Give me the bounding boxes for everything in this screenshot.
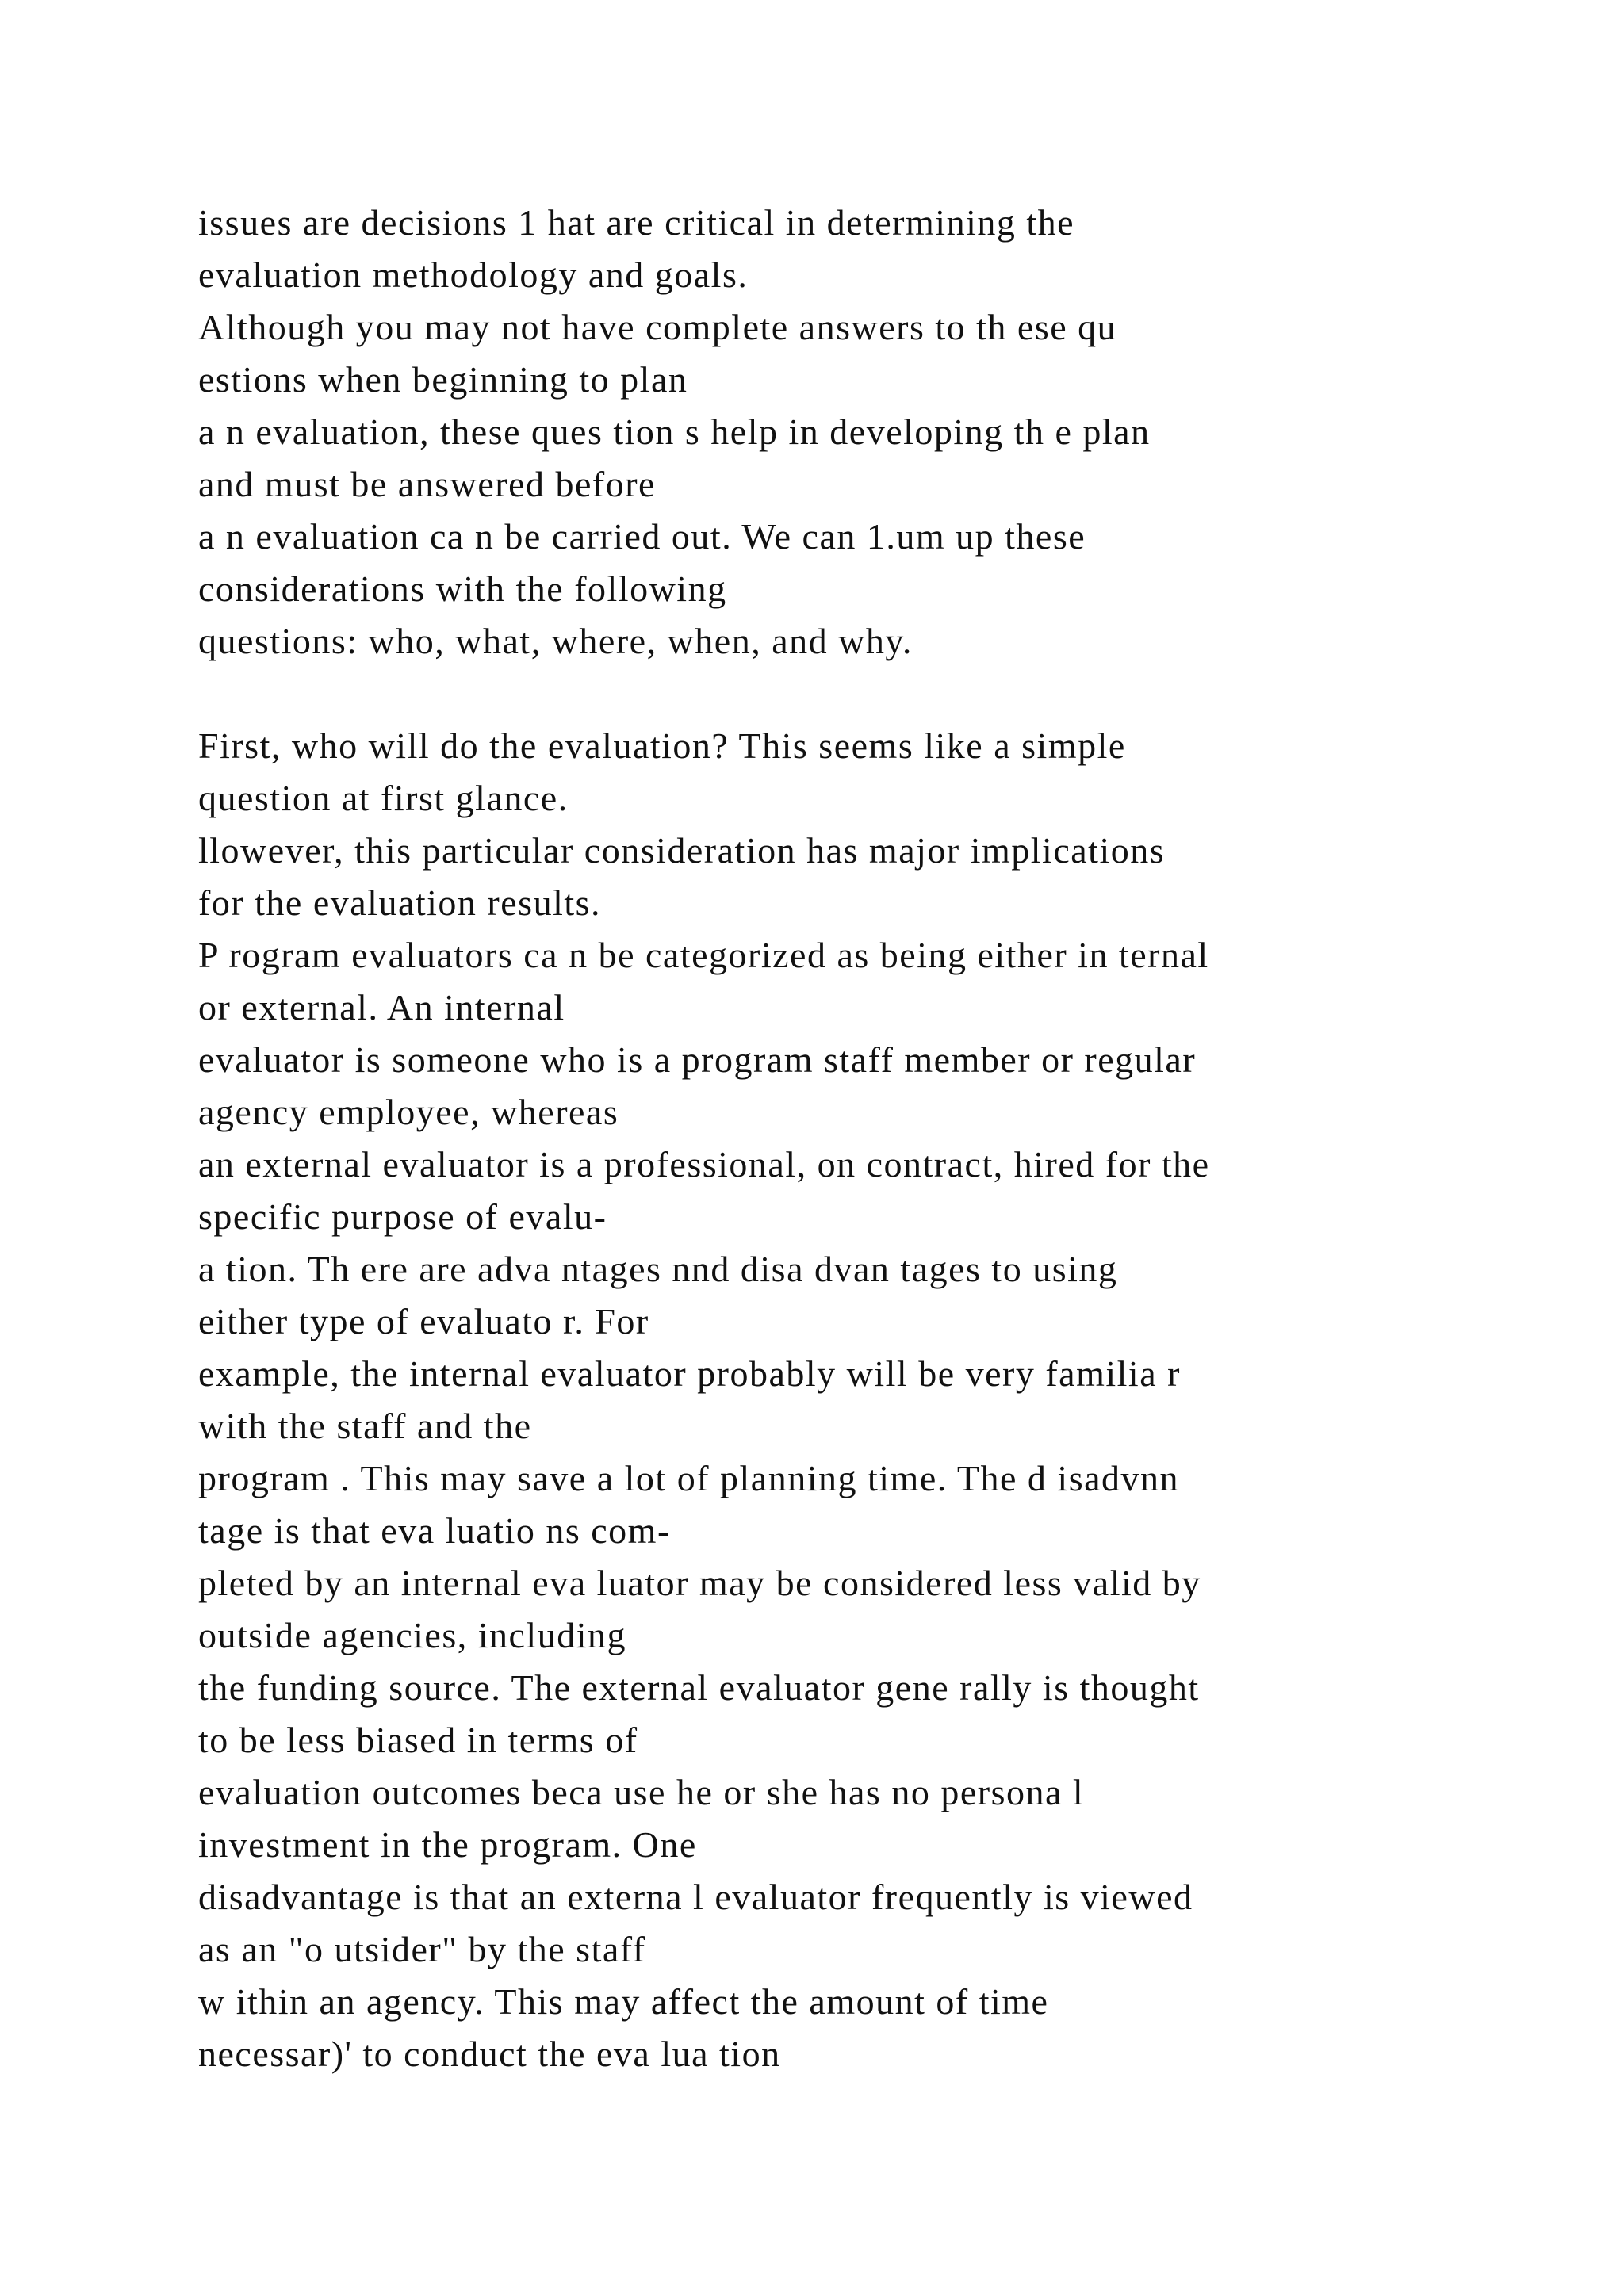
text-line: w ithin an agency. This may affect the amount of time bbox=[198, 1981, 1049, 2022]
text-line: and must be answered before bbox=[198, 464, 656, 504]
text-line: issues are decisions 1 hat are critical in determining the bbox=[198, 202, 1075, 243]
text-line: necessar)' to conduct the eva lua tion bbox=[198, 2034, 781, 2074]
text-line: or external. An internal bbox=[198, 987, 565, 1027]
text-line: for the evaluation results. bbox=[198, 882, 602, 923]
text-line: evaluation outcomes beca use he or she has no persona l bbox=[198, 1772, 1085, 1812]
text-line: either type of evaluato r. For bbox=[198, 1301, 649, 1341]
paragraph-2 bbox=[198, 720, 1499, 2080]
text-line: with the staff and the bbox=[198, 1406, 532, 1446]
text-line: evaluation methodology and goals. bbox=[198, 254, 749, 295]
paragraph-1 bbox=[198, 197, 1499, 668]
text-line: as an "o utsider" by the staff bbox=[198, 1929, 646, 1969]
text-line: a tion. Th ere are adva ntages nnd disa dvan tages to using bbox=[198, 1249, 1118, 1289]
text-line: pleted by an internal eva luator may be considered less valid by bbox=[198, 1563, 1201, 1603]
text-line: an external evaluator is a professional, on contract, hired for the bbox=[198, 1144, 1210, 1184]
text-line: specific purpose of evalu- bbox=[198, 1196, 607, 1237]
text-line: to be less biased in terms of bbox=[198, 1720, 638, 1760]
text-line: example, the internal evaluator probably will be very familia r bbox=[198, 1353, 1181, 1394]
text-line: considerations with the following bbox=[198, 568, 727, 609]
text-line: investment in the program. One bbox=[198, 1824, 697, 1865]
document-text bbox=[198, 197, 1499, 2080]
text-line: questions: who, what, where, when, and why. bbox=[198, 621, 913, 661]
text-line: disadvantage is that an externa l evaluator frequently is viewed bbox=[198, 1877, 1193, 1917]
text-line: the funding source. The external evaluator gene rally is thought bbox=[198, 1667, 1200, 1708]
text-line: evaluator is someone who is a program staff member or regular bbox=[198, 1039, 1197, 1080]
paragraph-gap bbox=[198, 668, 1499, 720]
text-line: estions when beginning to plan bbox=[198, 359, 688, 400]
text-line: First, who will do the evaluation? This seems like a simple bbox=[198, 725, 1126, 766]
text-line: P rogram evaluators ca n be categorized as being either in ternal bbox=[198, 935, 1209, 975]
text-line: question at first glance. bbox=[198, 778, 569, 818]
text-line: outside agencies, including bbox=[198, 1615, 626, 1655]
text-line: a n evaluation, these ques tion s help in developing th e plan bbox=[198, 411, 1151, 452]
text-line: agency employee, whereas bbox=[198, 1092, 619, 1132]
text-line: a n evaluation ca n be carried out. We can 1.um up these bbox=[198, 516, 1086, 557]
text-line: Although you may not have complete answers to th ese qu bbox=[198, 307, 1117, 347]
text-line: tage is that eva luatio ns com- bbox=[198, 1510, 671, 1551]
text-line: program . This may save a lot of planning time. The d isadvnn bbox=[198, 1458, 1180, 1498]
text-line: llowever, this particular consideration has major implications bbox=[198, 830, 1166, 871]
